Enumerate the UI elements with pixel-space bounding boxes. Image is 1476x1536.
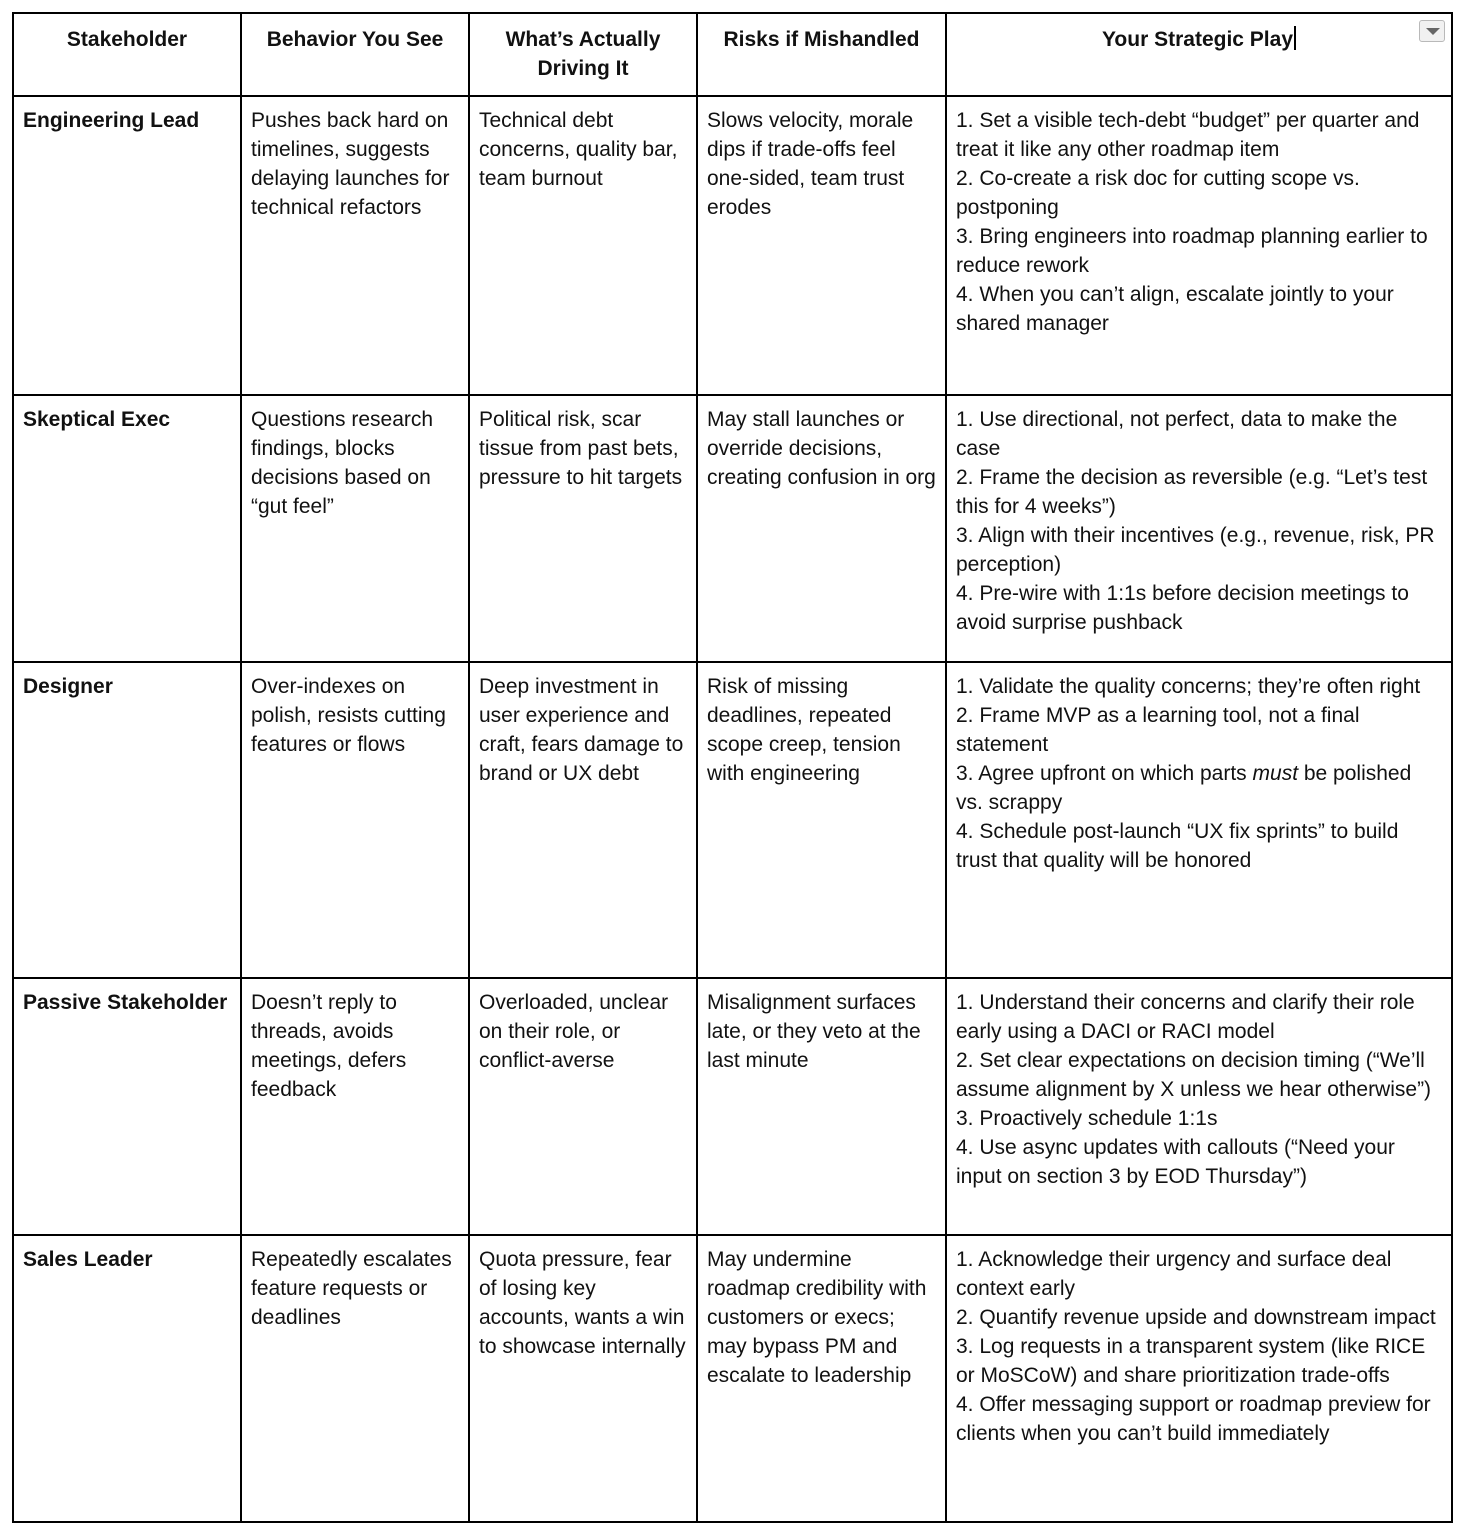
play-step: 1. Use directional, not perfect, data to make the case [956,408,1398,460]
header-stakeholder[interactable]: Stakeholder [13,13,241,96]
play-step: 1. Set a visible tech-debt “budget” per quarter and treat it like any other roadmap item [956,109,1420,161]
driver-cell[interactable]: Technical debt concerns, quality bar, team burnout [469,96,697,395]
play-step [956,759,1442,817]
table-row [13,1235,1452,1522]
risks-cell[interactable]: Misalignment surfaces late, or they veto at the last minute [697,978,946,1235]
play-step: 1. Understand their concerns and clarify their role early using a DACI or RACI model [956,991,1415,1043]
play-step: 1. Validate the quality concerns; they’re often right [956,675,1421,698]
play-step: 4. When you can’t align, escalate jointly to your shared manager [956,283,1394,335]
play-step: 3. Proactively schedule 1:1s [956,1107,1218,1130]
stakeholder-cell[interactable]: Engineering Lead [13,96,241,395]
column-dropdown-button[interactable] [1419,20,1445,42]
header-strategic-play-label: Your Strategic Play [1101,28,1293,51]
strategic-play-cell[interactable] [946,96,1452,395]
text-cursor [1294,26,1296,50]
strategic-play-cell[interactable] [946,978,1452,1235]
emphasis-text: must [1252,762,1299,785]
play-step: 2. Co-create a risk doc for cutting scope vs. postponing [956,167,1360,219]
behavior-cell[interactable]: Doesn’t reply to threads, avoids meetings, defers feedback [241,978,469,1235]
play-step-text: 3. Agree upfront on which parts [956,762,1253,785]
play-step: 4. Schedule post-launch “UX fix sprints” to build trust that quality will be honored [956,820,1399,872]
table-row [13,96,1452,395]
play-step: 2. Frame MVP as a learning tool, not a final statement [956,704,1360,756]
header-risks[interactable]: Risks if Mishandled [697,13,946,96]
stakeholder-cell[interactable]: Designer [13,662,241,978]
header-row [13,13,1452,96]
table-row [13,978,1452,1235]
header-strategic-play[interactable] [946,13,1452,96]
header-driver[interactable]: What’s Actually Driving It [469,13,697,96]
risks-cell[interactable]: May undermine roadmap credibility with customers or execs; may bypass PM and escalate to leadership [697,1235,946,1522]
play-step: 4. Offer messaging support or roadmap preview for clients when you can’t build immediately [956,1393,1431,1445]
play-step: 3. Bring engineers into roadmap planning earlier to reduce rework [956,225,1428,277]
driver-cell[interactable]: Deep investment in user experience and craft, fears damage to brand or UX debt [469,662,697,978]
driver-cell[interactable]: Political risk, scar tissue from past bets, pressure to hit targets [469,395,697,662]
risks-cell[interactable]: Slows velocity, morale dips if trade-offs feel one-sided, team trust erodes [697,96,946,395]
stakeholder-cell[interactable]: Sales Leader [13,1235,241,1522]
play-step-text: be polished vs. scrappy [956,762,1412,814]
risks-cell[interactable]: May stall launches or override decisions, creating confusion in org [697,395,946,662]
header-behavior[interactable]: Behavior You See [241,13,469,96]
strategic-play-cell[interactable] [946,662,1452,978]
behavior-cell[interactable]: Questions research findings, blocks decisions based on “gut feel” [241,395,469,662]
strategic-play-cell[interactable] [946,395,1452,662]
play-step: 3. Log requests in a transparent system (like RICE or MoSCoW) and share prioritization trade-offs [956,1335,1426,1387]
stakeholder-table [12,12,1453,1523]
play-step: 2. Quantify revenue upside and downstream impact [956,1306,1436,1329]
play-step: 2. Frame the decision as reversible (e.g. “Let’s test this for 4 weeks”) [956,466,1428,518]
behavior-cell[interactable]: Repeatedly escalates feature requests or deadlines [241,1235,469,1522]
strategic-play-cell[interactable] [946,1235,1452,1522]
play-step: 3. Align with their incentives (e.g., revenue, risk, PR perception) [956,524,1435,576]
play-step: 4. Pre-wire with 1:1s before decision meetings to avoid surprise pushback [956,582,1409,634]
table-row [13,662,1452,978]
play-step: 1. Acknowledge their urgency and surface deal context early [956,1248,1392,1300]
table-row [13,395,1452,662]
driver-cell[interactable]: Overloaded, unclear on their role, or conflict-averse [469,978,697,1235]
play-step: 2. Set clear expectations on decision timing (“We’ll assume alignment by X unless we hear otherwise”) [956,1049,1432,1101]
driver-cell[interactable]: Quota pressure, fear of losing key accounts, wants a win to showcase internally [469,1235,697,1522]
stakeholder-cell[interactable]: Passive Stakeholder [13,978,241,1235]
behavior-cell[interactable]: Over-indexes on polish, resists cutting features or flows [241,662,469,978]
behavior-cell[interactable]: Pushes back hard on timelines, suggests delaying launches for technical refactors [241,96,469,395]
risks-cell[interactable]: Risk of missing deadlines, repeated scope creep, tension with engineering [697,662,946,978]
play-step: 4. Use async updates with callouts (“Need your input on section 3 by EOD Thursday”) [956,1136,1395,1188]
stakeholder-cell[interactable]: Skeptical Exec [13,395,241,662]
